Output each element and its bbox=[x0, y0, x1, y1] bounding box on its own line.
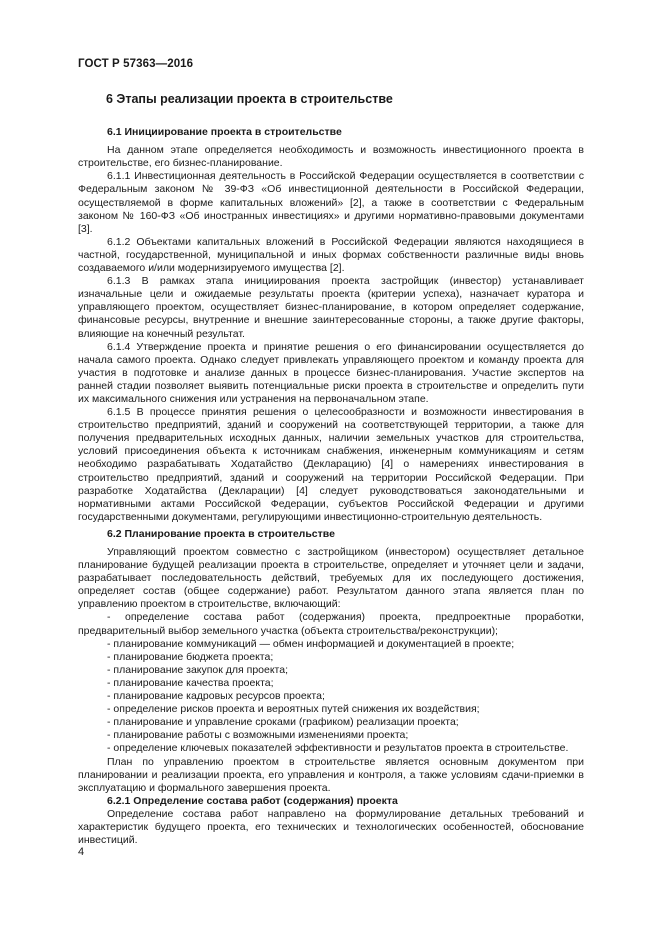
paragraph-6-1-intro: На данном этапе определяется необходимость и возможность инвестиционного проекта в строительстве, его бизнес-планирование. bbox=[78, 144, 584, 170]
standard-header: ГОСТ Р 57363—2016 bbox=[78, 58, 194, 70]
list-item: - планирование бюджета проекта; bbox=[107, 650, 274, 663]
list-item: - планирование кадровых ресурсов проекта; bbox=[107, 690, 325, 703]
paragraph-6-1-4: 6.1.4 Утверждение проекта и принятие решения о его финансировании осуществляется до начала самого проекта. Однако следует привлекать управляющего проектом и команду проекта для участия в подготовке и анализе данных в процессе бизнес-планирования. Участие экспертов на ранней стадии позволяет выявить потенциальные риски проекта в строительстве и определить пути их максимального снижения или устранения на первоначальном этапе. bbox=[78, 340, 584, 405]
section-title: 6 Этапы реализации проекта в строительстве bbox=[106, 92, 393, 106]
page-content bbox=[78, 90, 584, 847]
list-item: - определение рисков проекта и вероятных путей снижения их воздействия; bbox=[107, 703, 480, 716]
list-item: - планирование закупок для проекта; bbox=[107, 663, 289, 676]
paragraph-6-2-outro: План по управлению проектом в строительстве является основным документом при планировании и реализации проекта, его управления и контроля, а также условиям сдачи-приемки в эксплуатацию и формального завершения проекта. bbox=[78, 755, 584, 794]
paragraph-6-1-5: 6.1.5 В процессе принятия решения о целесообразности и возможности инвестирования в строительство предприятий, зданий и сооружений на соответствующей территории, а также для получения предварительных исходных данных, наличии земельных участков для строительства, условий присоединения объекта к источникам снабжения, инженерным коммуникациям и сетям необходимо разрабатывать Ходатайство (Декларацию) [4] о намерениях инвестирования в строительство предприятий, зданий и сооружений на территории Российской Федерации. При разработке Ходатайства (Декларации) [4] следует руководствоваться законодательными и нормативными актами Российской Федерации, субъектов Российской Федерации и другими государственными документами, регулирующими инвестиционно-строительную деятельность. bbox=[78, 406, 584, 523]
list-item: - планирование коммуникаций — обмен информацией и документацией в проекте; bbox=[107, 637, 515, 650]
list-item: - определение ключевых показателей эффективности и результатов проекта в строительстве. bbox=[107, 742, 569, 755]
list-item: - планирование и управление сроками (графиком) реализации проекта; bbox=[107, 716, 459, 729]
page-number: 4 bbox=[78, 846, 85, 858]
subsection-title-6-2: 6.2 Планирование проекта в строительстве bbox=[107, 527, 335, 540]
paragraph-6-2-intro: Управляющий проектом совместно с застройщиком (инвестором) осуществляет детальное планирование будущей реализации проекта в строительстве, определяет и уточняет цели и задачи, разрабатывает последовательность действий, требуемых для их последующего достижения, определяет состав (общее содержание) работ. Результатом данного этапа является план по управлению проектом в строительстве, включающий: bbox=[78, 546, 584, 611]
paragraph-6-1-3: 6.1.3 В рамках этапа инициирования проекта застройщик (инвестор) устанавливает изначальные цели и ожидаемые результаты проекта (критерии успеха), назначает куратора и управляющего проектом, осуществляет бизнес-планирование, в котором определяет содержание, финансовые ресурсы, внутренние и внешние заинтересованные стороны, а также другие факторы, влияющие на конечный результат. bbox=[78, 275, 584, 340]
paragraph-6-1-2: 6.1.2 Объектами капитальных вложений в Российской Федерации являются находящиеся в частной, государственной, муниципальной и иных формах собственности различные виды вновь создаваемого и/или модернизируемого имущества [2]. bbox=[78, 235, 584, 275]
paragraph-6-2-1: Определение состава работ направлено на формулирование детальных требований и характеристик будущего проекта, его технических и технологических особенностей, обоснование инвестиций. bbox=[78, 807, 584, 847]
paragraph-6-1-1: 6.1.1 Инвестиционная деятельность в Российской Федерации осуществляется в соответствии с Федеральным законом № 39-ФЗ «Об инвестиционной деятельности в Российской Федерации, осуществляемой в форме капитальных вложений» [2], а также в соответствии с Федеральным законом № 160-ФЗ «Об иностранных инвестициях» и другими нормативно-правовыми документами [3]. bbox=[78, 170, 584, 235]
subsection-title-6-2-1: 6.2.1 Определение состава работ (содержания) проекта bbox=[107, 794, 398, 807]
subsection-title-6-1: 6.1 Инициирование проекта в строительстве bbox=[107, 126, 342, 139]
list-item: - планирование работы с возможными изменениями проекта; bbox=[107, 729, 409, 742]
list-item: - планирование качества проекта; bbox=[107, 676, 274, 689]
list-item: - определение состава работ (содержания) проекта, предпроектные проработки, предварительный выбор земельного участка (объекта строительства/реконструкции); bbox=[78, 611, 584, 637]
